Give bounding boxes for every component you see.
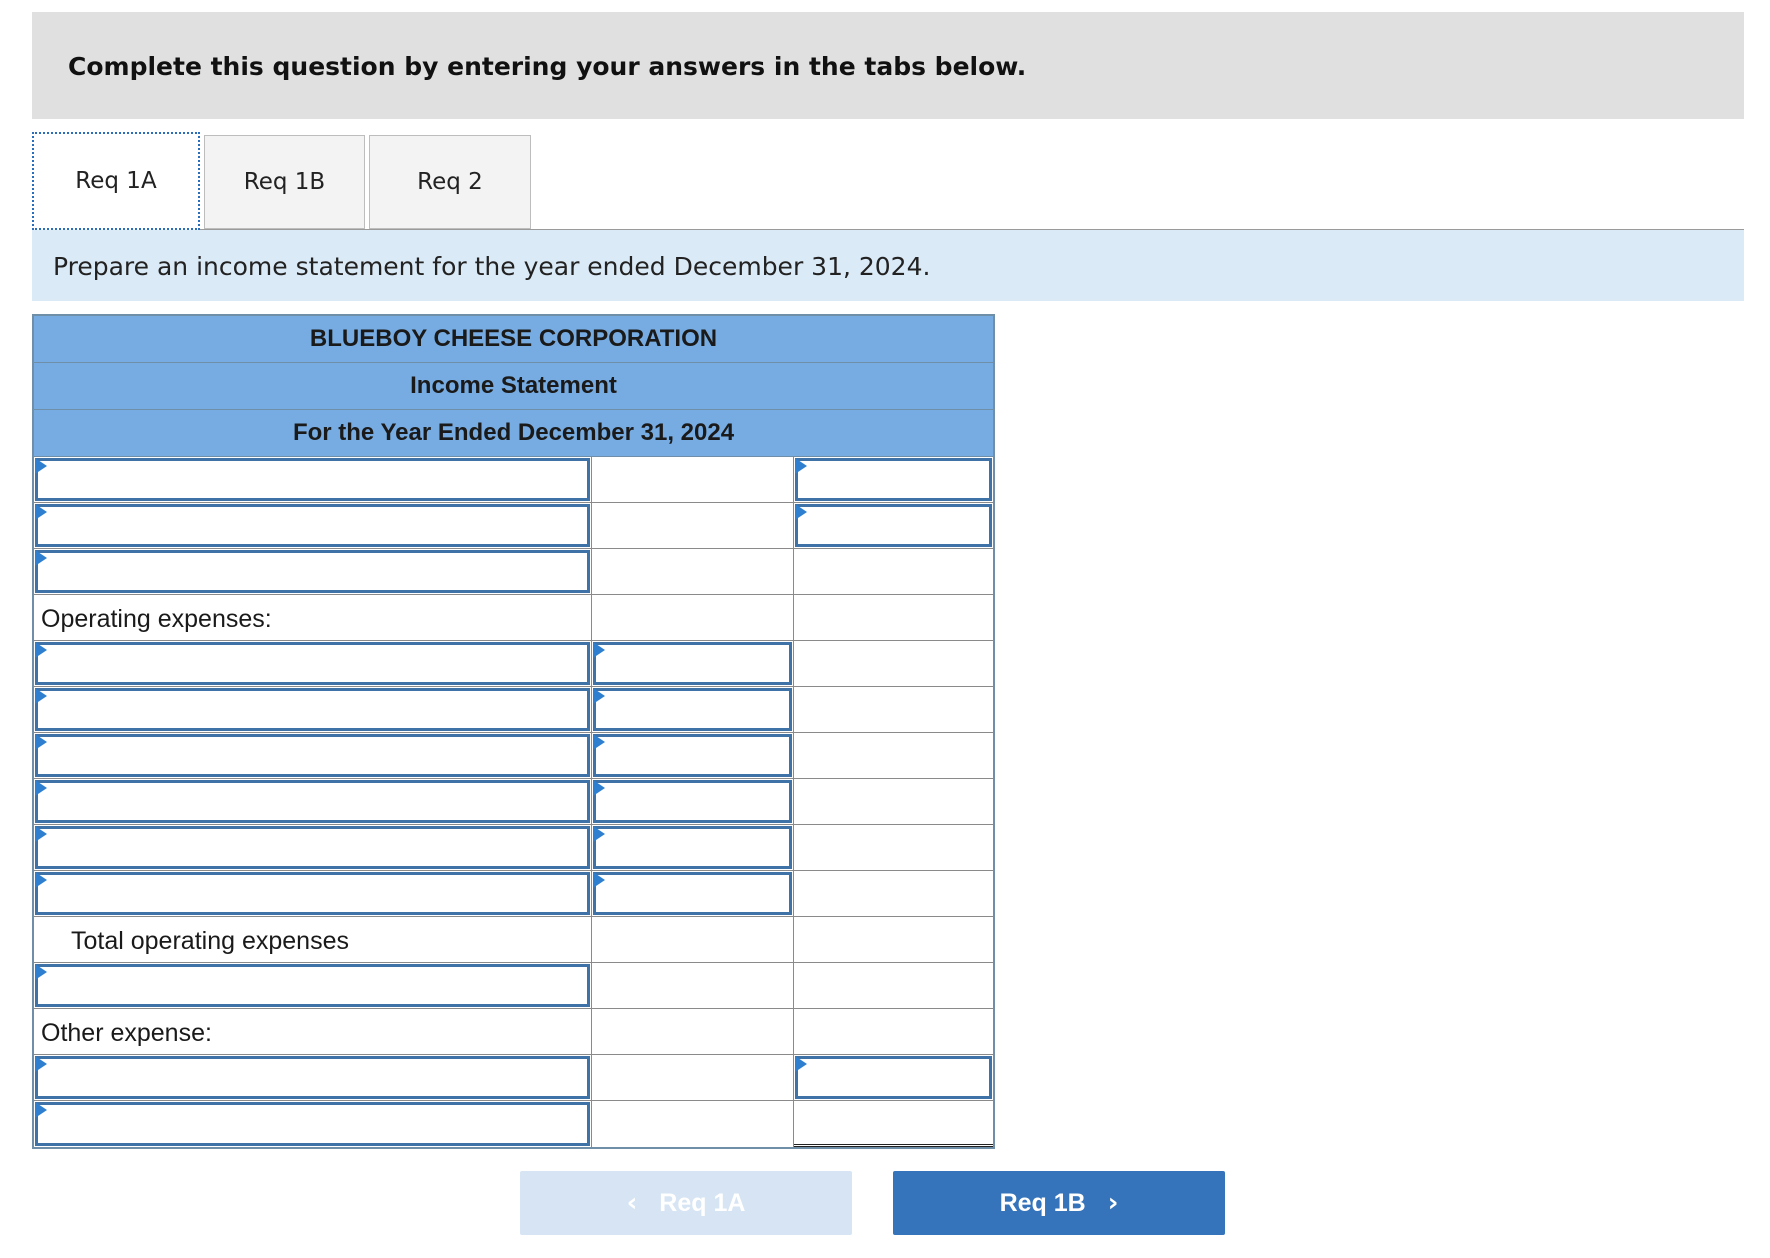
statement-row — [34, 1055, 993, 1101]
total-cell — [794, 595, 993, 641]
previous-req-label: Req 1A — [659, 1188, 746, 1217]
statement-row — [34, 963, 993, 1009]
expense-account-select[interactable] — [35, 780, 590, 823]
amount-cell — [592, 549, 794, 595]
expense-amount-input[interactable] — [593, 780, 792, 823]
total-amount-input[interactable] — [795, 458, 992, 501]
statement-row — [34, 1101, 993, 1147]
statement-row — [34, 825, 993, 871]
total-cell — [794, 549, 993, 595]
statement-row — [34, 917, 993, 963]
total-cell — [794, 687, 993, 733]
total-cell — [794, 733, 993, 779]
tab-bar — [32, 132, 1744, 230]
statement-period: For the Year Ended December 31, 2024 — [34, 410, 993, 457]
total-amount-input[interactable] — [795, 504, 992, 547]
tab-req-1b[interactable]: Req 1B — [204, 135, 365, 229]
instruction-text: Prepare an income statement for the year ended December 31, 2024. — [53, 252, 931, 281]
statement-row — [34, 687, 993, 733]
amount-cell — [592, 503, 794, 549]
company-name: BLUEBOY CHEESE CORPORATION — [34, 316, 993, 363]
total-cell — [794, 1009, 993, 1055]
account-select[interactable] — [35, 1056, 590, 1099]
amount-cell — [592, 917, 794, 963]
expense-amount-input[interactable] — [593, 826, 792, 869]
amount-cell — [592, 1101, 794, 1147]
amount-cell — [592, 457, 794, 503]
total-cell — [794, 779, 993, 825]
amount-cell — [592, 1055, 794, 1101]
amount-cell — [592, 1009, 794, 1055]
instruction-bar — [32, 230, 1744, 301]
chevron-right-icon: › — [1107, 1188, 1119, 1218]
statement-row — [34, 641, 993, 687]
statement-row — [34, 503, 993, 549]
previous-req-button[interactable] — [520, 1171, 852, 1235]
expense-account-select[interactable] — [35, 826, 590, 869]
statement-row — [34, 457, 993, 503]
instructions-banner — [32, 12, 1744, 119]
statement-row — [34, 871, 993, 917]
expense-amount-input[interactable] — [593, 688, 792, 731]
total-amount-input[interactable] — [795, 1056, 992, 1099]
statement-row — [34, 1009, 993, 1055]
expense-amount-input[interactable] — [593, 734, 792, 777]
operating-expenses-label: Operating expenses: — [41, 605, 272, 633]
statement-row — [34, 779, 993, 825]
tab-req-1a[interactable]: Req 1A — [32, 132, 200, 230]
statement-title: Income Statement — [34, 363, 993, 410]
tab-req-2[interactable]: Req 2 — [369, 135, 531, 229]
account-select[interactable] — [35, 504, 590, 547]
expense-amount-input[interactable] — [593, 872, 792, 915]
statement-row — [34, 549, 993, 595]
expense-amount-input[interactable] — [593, 642, 792, 685]
total-cell — [794, 917, 993, 963]
account-select[interactable] — [35, 550, 590, 593]
next-req-button[interactable] — [893, 1171, 1225, 1235]
statement-row — [34, 733, 993, 779]
account-select[interactable] — [35, 1102, 590, 1146]
net-total-cell — [794, 1101, 993, 1147]
expense-account-select[interactable] — [35, 642, 590, 685]
income-statement — [32, 314, 995, 1149]
total-operating-expenses-label: Total operating expenses — [71, 927, 349, 955]
amount-cell — [592, 963, 794, 1009]
account-select[interactable] — [35, 964, 590, 1007]
expense-account-select[interactable] — [35, 734, 590, 777]
total-cell — [794, 641, 993, 687]
amount-cell — [592, 595, 794, 641]
chevron-left-icon: ‹ — [626, 1188, 638, 1218]
total-cell — [794, 963, 993, 1009]
next-req-label: Req 1B — [999, 1188, 1086, 1217]
expense-account-select[interactable] — [35, 872, 590, 915]
total-cell — [794, 825, 993, 871]
statement-row — [34, 595, 993, 641]
total-cell — [794, 871, 993, 917]
other-expense-label: Other expense: — [41, 1019, 212, 1047]
account-select[interactable] — [35, 458, 590, 501]
banner-title: Complete this question by entering your answers in the tabs below. — [68, 52, 1027, 81]
expense-account-select[interactable] — [35, 688, 590, 731]
